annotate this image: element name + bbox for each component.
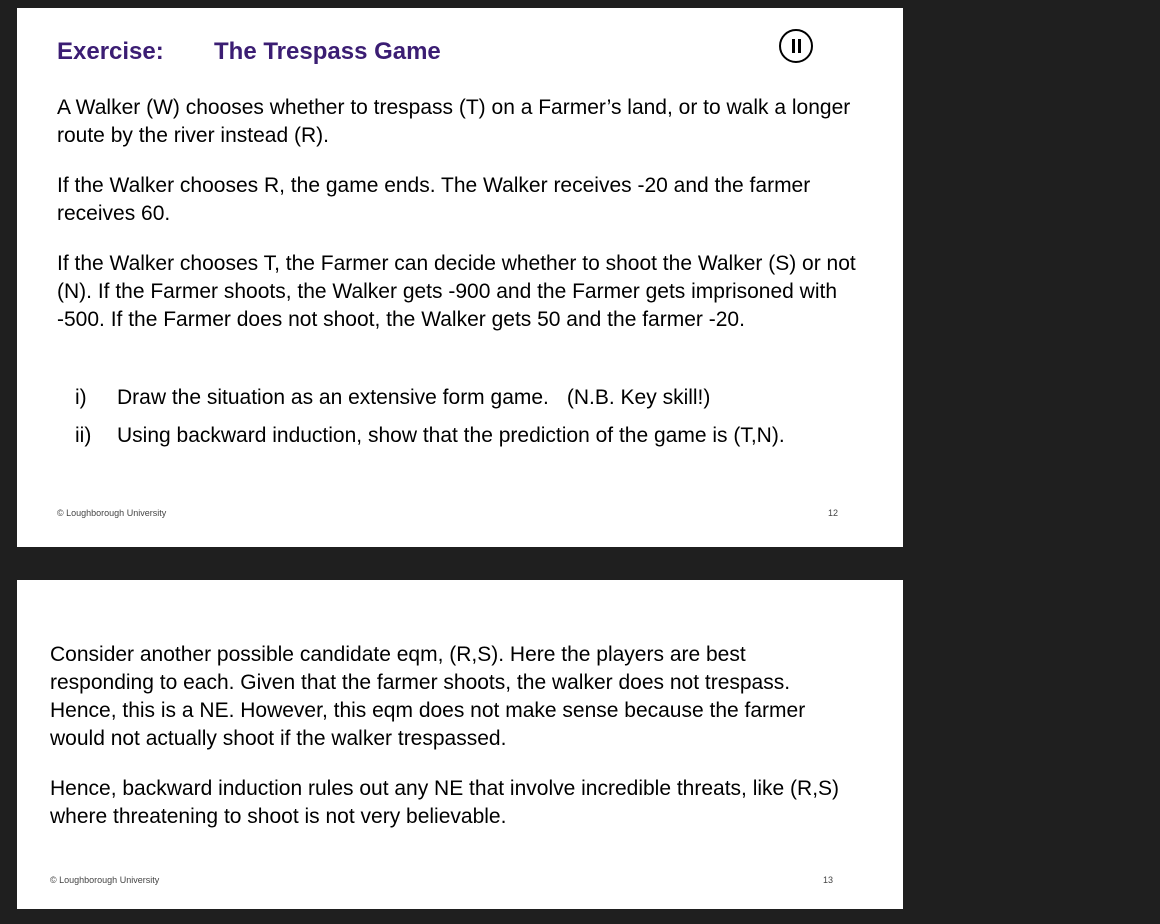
list-note: (N.B. Key skill!) [566, 386, 711, 409]
footer-copyright: © Loughborough University [57, 508, 167, 518]
pause-bar [792, 39, 795, 53]
list-text: Using backward induction, show that the prediction of the game is (T,N). [117, 424, 785, 447]
list-item [57, 384, 710, 412]
pause-icon[interactable] [779, 29, 813, 63]
list-text: Draw the situation as an extensive form game. [117, 386, 549, 409]
paragraph: Consider another possible candidate eqm, (R,S). Here the players are best responding to each. Given that the farmer shoots, the walker does not trespass. Hence, this is a NE. However, this eqm does not make sense because the farmer would not actually shoot if the walker trespassed. [50, 643, 806, 750]
slide-title [57, 38, 441, 66]
paragraph: Hence, backward induction rules out any NE that involve incredible threats, like (R,S) where threatening to shoot is not very believable. [50, 777, 840, 828]
paragraph: A Walker (W) chooses whether to trespass (T) on a Farmer’s land, or to walk a longer route by the river instead (R). [57, 96, 851, 147]
page-number: 13 [823, 875, 834, 885]
slide-13 [17, 580, 903, 909]
paragraph: If the Walker chooses R, the game ends. The Walker receives -20 and the farmer receives 60. [57, 174, 811, 225]
list-marker: i) [75, 386, 87, 409]
footer-copyright: © Loughborough University [50, 875, 160, 885]
list-item [57, 422, 785, 450]
pause-bar [798, 39, 801, 53]
paragraph: If the Walker chooses T, the Farmer can decide whether to shoot the Walker (S) or not (N). If the Farmer shoots, the Walker gets -900 and the Farmer gets imprisoned with -500. If the Farmer does not shoot, the Walker gets 50 and the farmer -20. [57, 252, 856, 331]
slide-12 [17, 8, 903, 547]
list-marker: ii) [75, 424, 92, 447]
page-number: 12 [828, 508, 839, 518]
title-text: The Trespass Game [214, 38, 441, 65]
title-label: Exercise: [57, 38, 164, 65]
